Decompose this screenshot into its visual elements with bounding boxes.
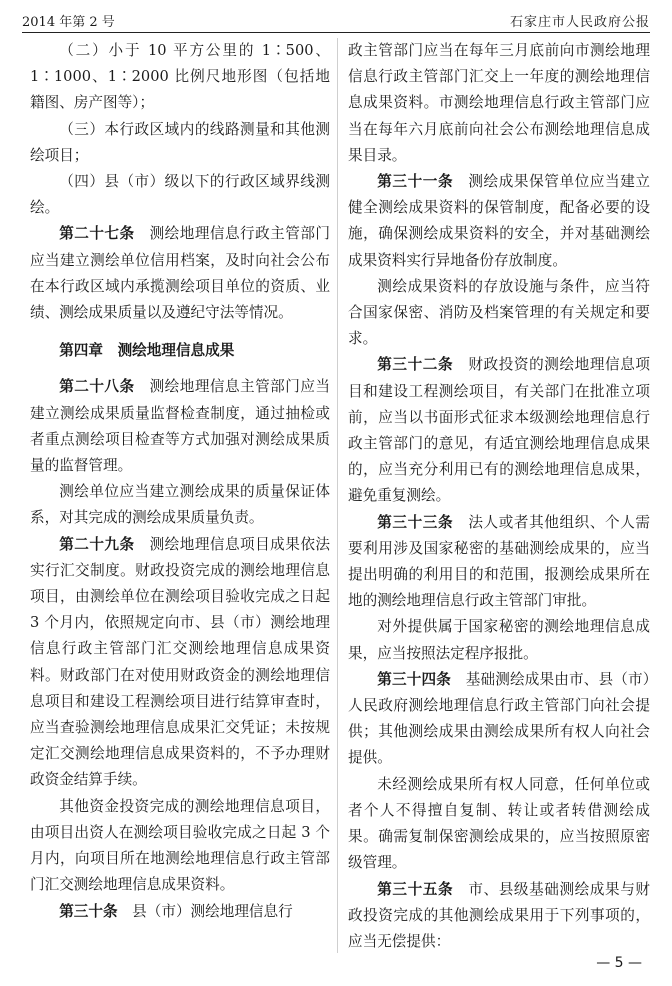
paragraph-text: 测绘成果保管单位应当建立健全测绘成果资料的保管制度，配备必要的设施，确保测绘成果资料的安全，并对基础测绘成果资料实行异地备份存放制度。 bbox=[348, 173, 650, 269]
paragraph-text: （三）本行政区域内的线路测量和其他测绘项目； bbox=[30, 120, 330, 164]
paragraph-text: 测绘成果资料的存放设施与条件，应当符合国家保密、消防及档案管理的有关规定和要求。 bbox=[348, 277, 650, 348]
paragraph bbox=[348, 274, 650, 353]
paragraph bbox=[348, 877, 650, 956]
paragraph-text: 财政投资的测绘地理信息项目和建设工程测绘项目，有关部门在批准立项前，应当以书面形式征求本级测绘地理信息行政主管部门的意见，有适宜测绘地理信息成果的，应当充分利用已有的测绘地理信息成果，避免重复测绘。 bbox=[348, 356, 650, 505]
paragraph bbox=[30, 479, 330, 531]
paragraph bbox=[30, 532, 330, 794]
paragraph bbox=[30, 38, 330, 117]
article-number: 第三十五条 bbox=[377, 880, 454, 898]
paragraph-text: 政主管部门应当在每年三月底前向市测绘地理信息行政主管部门汇交上一年度的测绘地理信息成果资料。市测绘地理信息行政主管部门应当在每年六月底前向社会公布测绘地理信息成果目录。 bbox=[348, 42, 650, 164]
paragraph-text: 其他资金投资完成的测绘地理信息项目，由项目出资人在测绘项目验收完成之日起 3 个月内，向项目所在地测绘地理信息行政主管部门汇交测绘地理信息成果资料。 bbox=[30, 797, 330, 894]
paragraph-text: 对外提供属于国家秘密的测绘地理信息成果，应当按照法定程序报批。 bbox=[348, 618, 650, 662]
paragraph bbox=[348, 38, 650, 169]
paragraph-text: 测绘地理信息主管部门应当建立测绘成果质量监督检查制度，通过抽检或者重点测绘项目检查等方式加强对测绘成果质量的监督管理。 bbox=[30, 378, 330, 475]
paragraph bbox=[30, 117, 330, 169]
paragraph-text: 测绘地理信息项目成果依法实行汇交制度。财政投资完成的测绘地理信息项目，由测绘单位在测绘项目验收完成之日起 3 个月内，依照规定向市、县（市）测绘地理信息行政主管部门汇交测绘地理信息成果资料。财政部门在对使用财政资金的测绘地理信息项目和建设工程测绘项目进行结算审查时，应当查验测绘地理信息成果汇交凭证；未按规定汇交测绘地理信息成果资料的，不予办理财政资金结算手续。 bbox=[30, 535, 330, 789]
chapter-heading: 第四章 测绘地理信息成果 bbox=[59, 342, 235, 360]
paragraph bbox=[30, 794, 330, 899]
paragraph bbox=[348, 352, 650, 509]
paragraph-text: （四）县（市）级以下的行政区域界线测绘。 bbox=[30, 173, 330, 217]
right-column bbox=[348, 38, 650, 955]
left-column bbox=[30, 38, 330, 925]
paragraph bbox=[348, 614, 650, 666]
paragraph bbox=[348, 667, 650, 772]
paragraph-text: 县（市）测绘地理信息行 bbox=[117, 902, 293, 920]
article-number: 第三十一条 bbox=[377, 173, 454, 191]
page-header bbox=[22, 8, 650, 33]
article-number: 第二十八条 bbox=[59, 378, 135, 396]
issue-label: 2014 年第 2 号 bbox=[22, 15, 115, 30]
article-number: 第二十九条 bbox=[59, 535, 135, 553]
paragraph bbox=[30, 899, 330, 925]
paragraph bbox=[30, 221, 330, 326]
column-divider bbox=[337, 38, 338, 953]
paragraph bbox=[348, 772, 650, 877]
paragraph bbox=[30, 169, 330, 221]
article-number: 第三十条 bbox=[59, 902, 118, 920]
article-number: 第三十二条 bbox=[377, 356, 454, 374]
paragraph-text: 市、县级基础测绘成果与财政投资完成的其他测绘成果用于下列事项的，应当无偿提供： bbox=[348, 880, 650, 950]
publication-title: 石家庄市人民政府公报 bbox=[509, 15, 650, 30]
article-number: 第二十七条 bbox=[59, 225, 135, 243]
paragraph bbox=[348, 169, 650, 274]
page-number: — 5 — bbox=[596, 955, 642, 971]
paragraph-text: （二）小于 10 平方公里的 1∶500、1∶1000、1∶2000 比例尺地形图（包括地籍图、房产图等）； bbox=[30, 42, 330, 112]
paragraph-text: 基础测绘成果由市、县（市）人民政府测绘地理信息行政主管部门向社会提供；其他测绘成果由测绘成果所有权人向社会提供。 bbox=[348, 670, 650, 767]
paragraph-text: 未经测绘成果所有权人同意，任何单位或者个人不得擅自复制、转让或者转借测绘成果。确需复制保密测绘成果的，应当按照原密级管理。 bbox=[348, 775, 650, 872]
article-number: 第三十三条 bbox=[377, 513, 454, 531]
paragraph bbox=[30, 374, 330, 479]
paragraph-text: 测绘单位应当建立测绘成果的质量保证体系，对其完成的测绘成果质量负责。 bbox=[30, 483, 330, 527]
article-number: 第三十四条 bbox=[377, 670, 451, 688]
paragraph-text: 测绘地理信息行政主管部门应当建立测绘单位信用档案，及时向社会公布在本行政区域内承揽测绘项目单位的资质、业绩、测绘成果质量以及遵纪守法等情况。 bbox=[30, 225, 330, 322]
paragraph bbox=[348, 510, 650, 615]
paragraph-text: 法人或者其他组织、个人需要利用涉及国家秘密的基础测绘成果的，应当提出明确的利用目的和范围，报测绘成果所在地的测绘地理信息行政主管部门审批。 bbox=[348, 513, 650, 610]
